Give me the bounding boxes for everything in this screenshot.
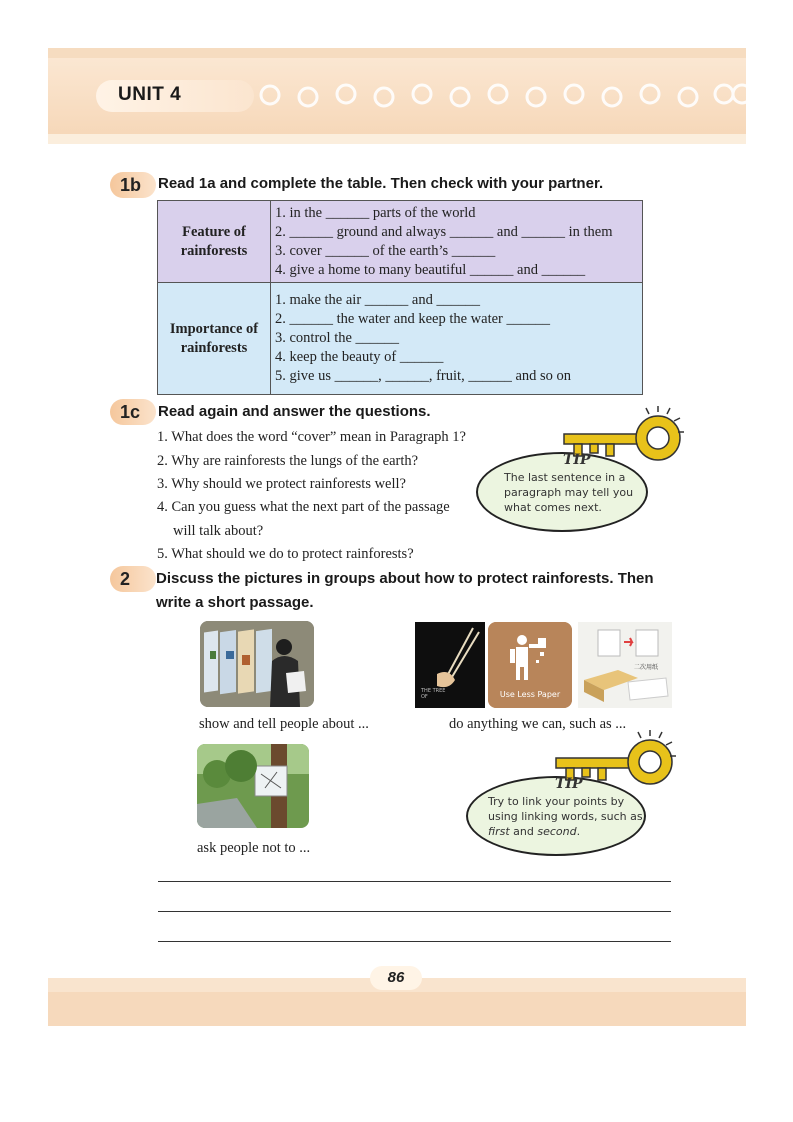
table-cell-importance: [271, 283, 643, 395]
tip-text: The last sentence in a paragraph may tell you what comes next.: [504, 471, 634, 514]
table-line: 4. keep the beauty of ______: [275, 349, 444, 365]
table-line: 2. ______ ground and always ______ and ______ in them: [275, 223, 613, 240]
feature-table: [157, 200, 643, 395]
tree-sign-photo: [197, 744, 309, 828]
table-line: 1. make the air ______ and ______: [275, 292, 480, 308]
question-4: 4. Can you guess what the next part of the passage: [157, 499, 450, 515]
section-1c-badge: 1c: [110, 399, 156, 425]
photo-caption-of: OF: [421, 694, 428, 700]
tip-label-2: TIP: [555, 776, 583, 792]
exhibition-photo: [200, 621, 314, 707]
caption-show-and-tell: show and tell people about ...: [199, 716, 369, 732]
section-1b-instruction: Read 1a and complete the table. Then check with your partner.: [158, 175, 604, 192]
decorative-rings: [258, 80, 748, 112]
caption-do-anything: do anything we can, such as ...: [449, 716, 627, 732]
table-line: 3. control the ______: [275, 330, 400, 346]
header-stripe: [48, 134, 746, 144]
notepad-label: 二次用纸: [634, 664, 659, 671]
chopsticks-photo: [415, 622, 485, 708]
writing-line[interactable]: [158, 941, 671, 942]
section-2-instruction-2: write a short passage.: [156, 594, 314, 611]
use-less-paper-label: Use Less Paper: [499, 690, 561, 699]
question-5: 5. What should we do to protect rainforests?: [157, 546, 414, 562]
photo-caption-tree: THE TREE: [421, 688, 446, 694]
unit-title: UNIT 4: [118, 84, 182, 105]
table-row: [158, 283, 643, 395]
paper-reuse-photo: [578, 622, 672, 708]
section-1b-badge: 1b: [110, 172, 156, 198]
use-less-paper-photo: [488, 622, 572, 708]
table-line: 1. in the ______ parts of the world: [275, 204, 476, 221]
caption-ask-people: ask people not to ...: [197, 840, 311, 856]
question-1: 1. What does the word “cover” mean in Paragraph 1?: [157, 429, 466, 445]
table-line: 4. give a home to many beautiful ______ and ______: [275, 261, 586, 278]
question-4-cont: will talk about?: [173, 523, 264, 539]
writing-line[interactable]: [158, 881, 671, 882]
question-2: 2. Why are rainforests the lungs of the earth?: [157, 453, 419, 469]
table-line: 3. cover ______ of the earth’s ______: [275, 242, 496, 259]
page-number: 86: [370, 966, 422, 990]
table-line: 2. ______ the water and keep the water ______: [275, 311, 551, 327]
section-1c-instruction: Read again and answer the questions.: [158, 403, 431, 420]
tip-label: TIP: [563, 452, 591, 468]
table-head-feature: Feature of rainforests: [158, 201, 271, 283]
table-row: [158, 201, 643, 283]
section-2-badge: 2: [110, 566, 156, 592]
writing-line[interactable]: [158, 911, 671, 912]
tip-text-2: Try to link your points by using linking words, such as first and second.: [488, 795, 643, 838]
table-head-importance: Importance of rainforests: [158, 283, 271, 395]
section-2-instruction-1: Discuss the pictures in groups about how to protect rainforests. Then: [156, 570, 654, 587]
table-line: 5. give us ______, ______, fruit, ______ and so on: [275, 368, 572, 384]
question-3: 3. Why should we protect rainforests well?: [157, 476, 406, 492]
table-cell-feature: [271, 201, 643, 283]
